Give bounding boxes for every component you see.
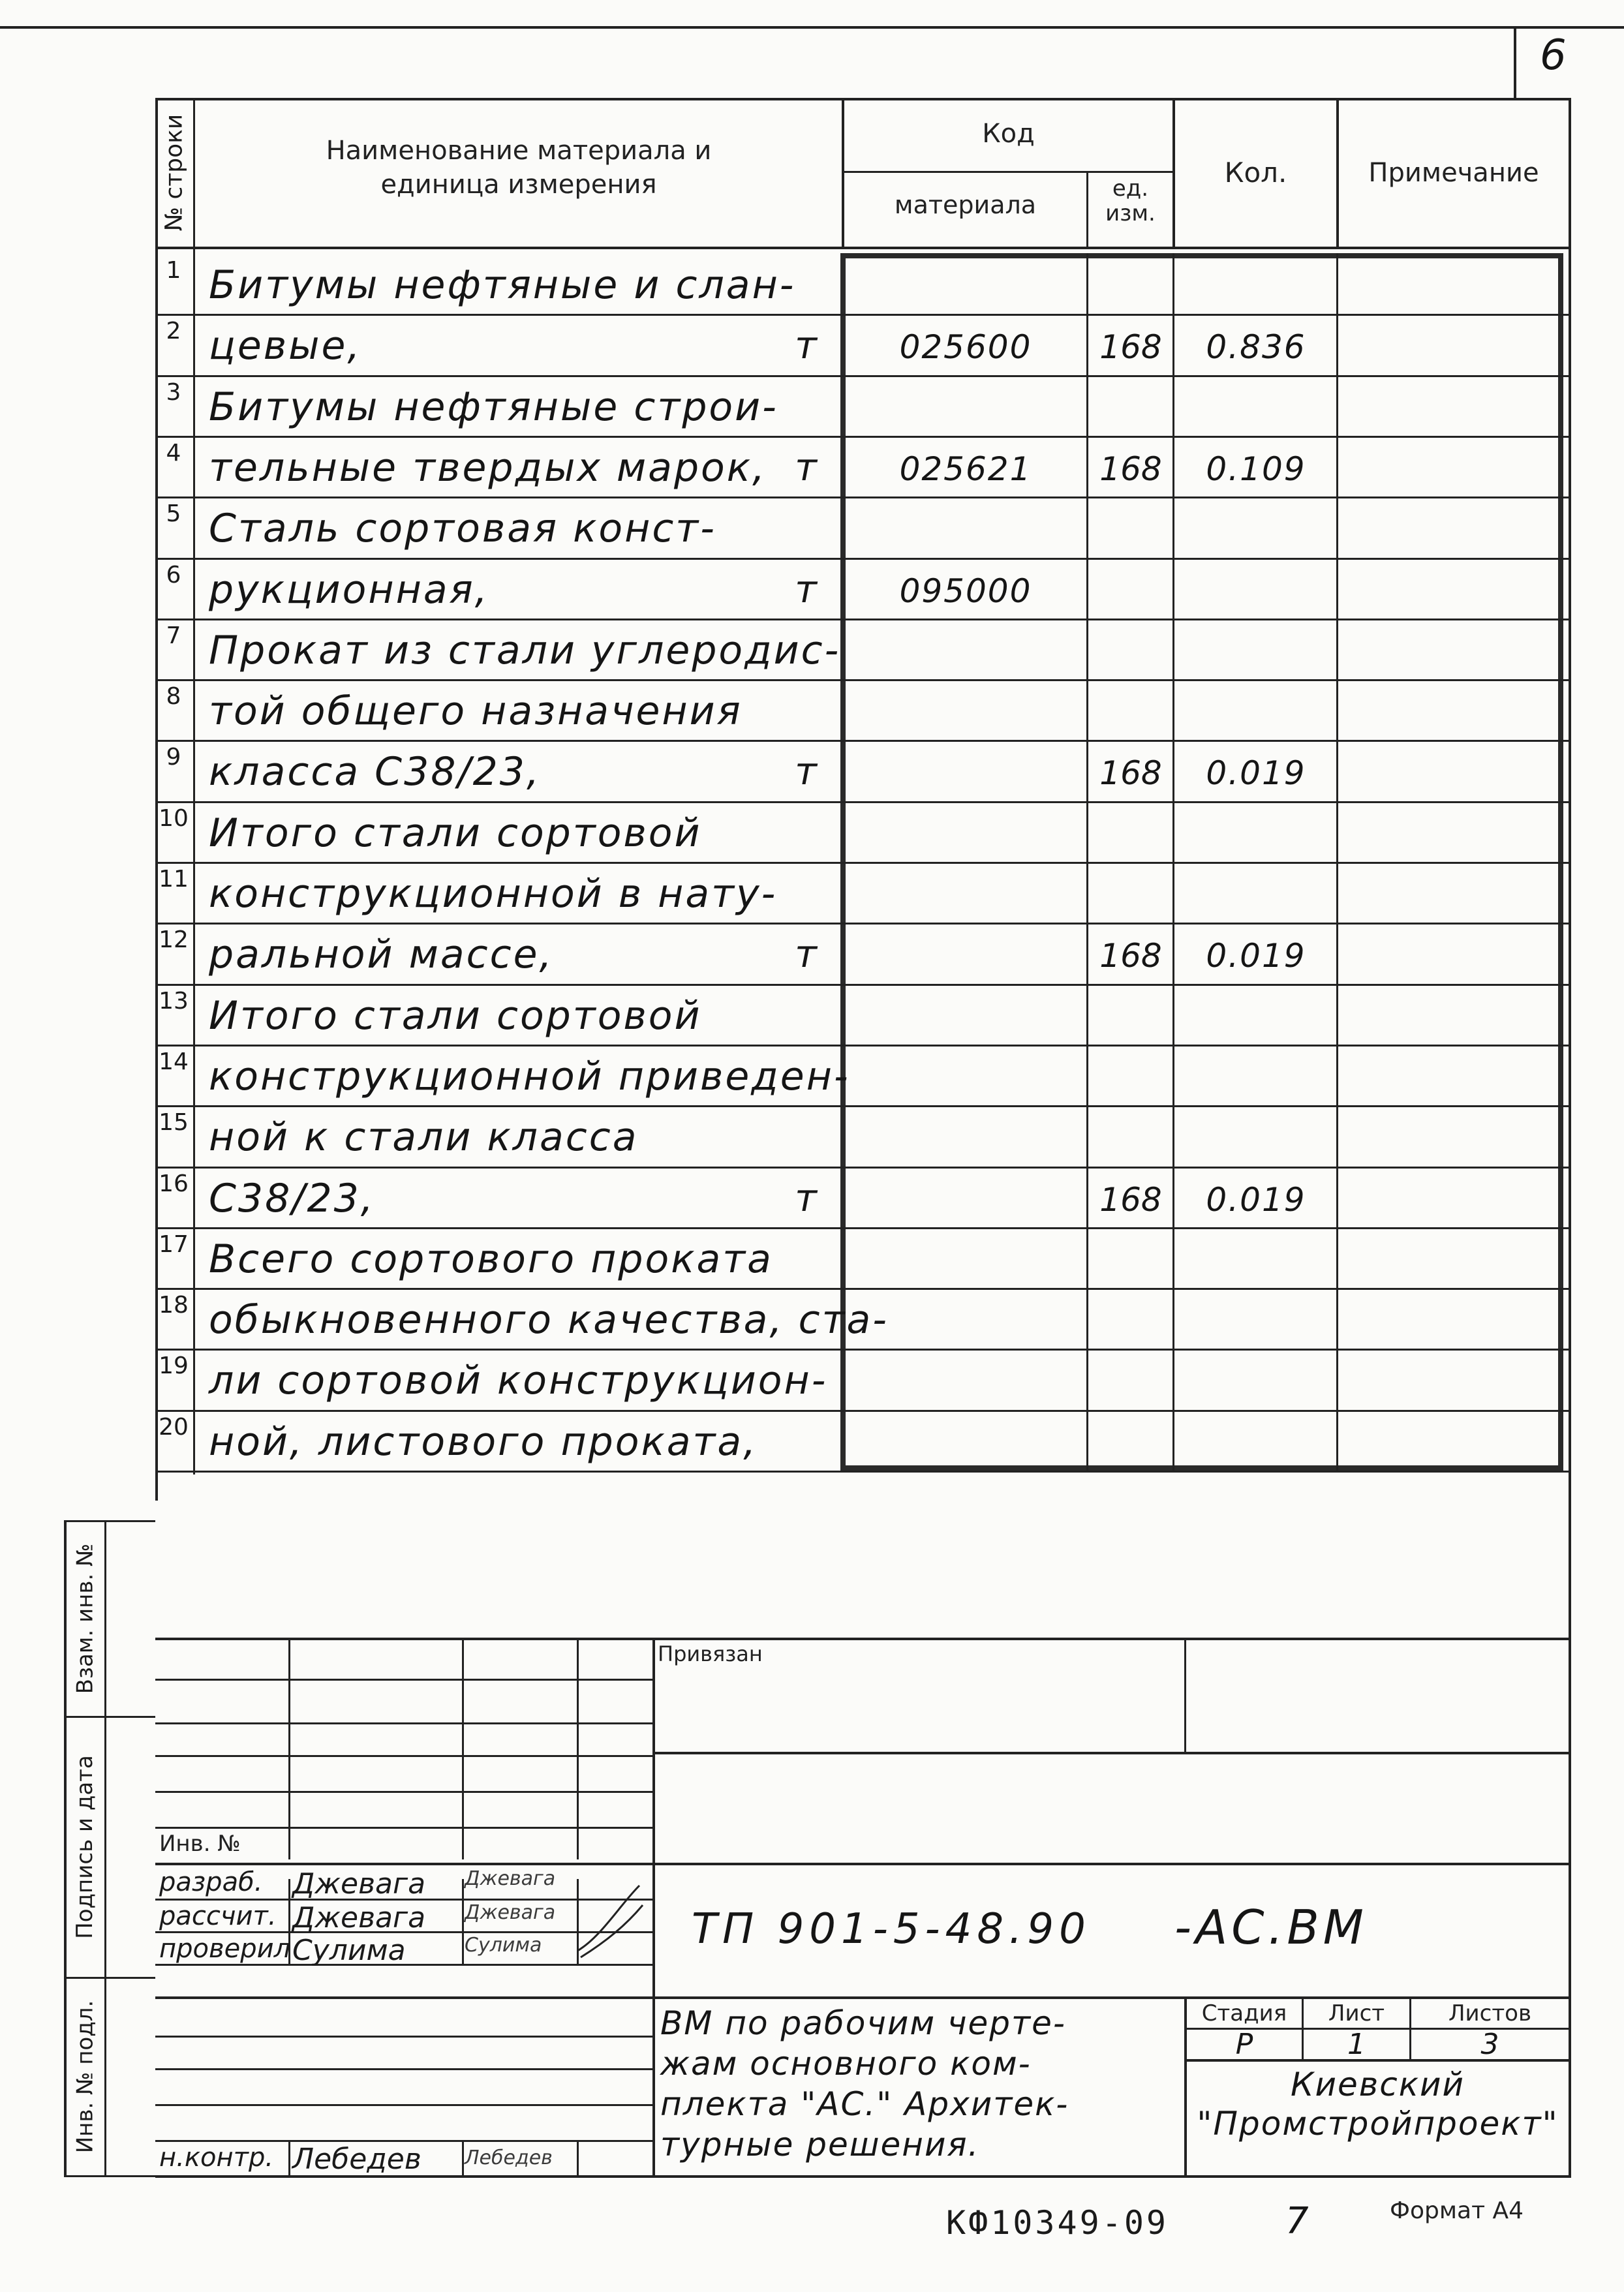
signature-developer: Джевага (465, 1867, 556, 1890)
row-material-code: 025621 (899, 450, 1032, 488)
row-material-name: Итого стали сортовой (209, 810, 702, 856)
archive-sheet: 7 (1285, 2200, 1309, 2242)
organization: Киевский "Промстройпроект" (1197, 2066, 1559, 2143)
stage-value: Р (1235, 2028, 1253, 2061)
note-header: Примечание (1368, 158, 1539, 188)
row-material-name: Битумы нефтяные строи- (209, 384, 778, 430)
row-unit-label: т (795, 445, 817, 489)
row-unit-code: 168 (1099, 450, 1162, 488)
document-description: ВМ по рабочим черте- жам основного ком- плекта "АС." Архитек- турные решения. (660, 2004, 1069, 2163)
signature-norm-control: Лебедев (465, 2147, 553, 2169)
row-divider (155, 1288, 1569, 1290)
name-norm-control: Лебедев (292, 2143, 421, 2176)
row-material-name: Прокат из стали углеродис- (209, 628, 841, 673)
row-material-code: 095000 (899, 572, 1032, 610)
row-number: 16 (159, 1170, 189, 1197)
row-divider (155, 1167, 1569, 1169)
row-divider (155, 984, 1569, 986)
unit-code-header: ед. изм. (1105, 176, 1156, 226)
row-material-name: Сталь сортовая конст- (209, 506, 716, 551)
row-material-name: Всего сортового проката (209, 1236, 773, 1282)
row-material-name: тельные твердых марок, (209, 445, 767, 491)
signature-calculator: Джевага (465, 1901, 556, 1924)
row-divider (155, 862, 1569, 864)
document-code: ТП 901-5-48.90 (692, 1905, 1091, 1953)
row-material-name: цевые, (209, 323, 362, 369)
row-unit-label: т (795, 749, 817, 793)
name-checker: Сулима (292, 1934, 406, 1967)
row-material-name: обыкновенного качества, ста- (209, 1297, 889, 1343)
page-number: 6 (1540, 31, 1567, 80)
row-divider (155, 740, 1569, 742)
row-number: 13 (159, 988, 189, 1015)
sheet-label: Лист (1328, 2000, 1385, 2026)
name-calculator: Джевага (292, 1901, 426, 1934)
row-number: 3 (166, 379, 181, 406)
row-divider (155, 1349, 1569, 1351)
row-material-code: 025600 (899, 328, 1032, 366)
row-material-name: Битумы нефтяные и слан- (209, 262, 796, 308)
row-unit-label: т (795, 567, 817, 611)
archive-code: КФ10349-09 (946, 2204, 1169, 2242)
sheets-label: Листов (1448, 2000, 1531, 2026)
row-number: 15 (159, 1109, 189, 1136)
stage-label: Стадия (1201, 2000, 1287, 2026)
row-material-name: С38/23, (209, 1176, 375, 1221)
row-number: 10 (159, 805, 189, 832)
row-unit-label: т (795, 932, 817, 976)
row-number: 1 (166, 257, 181, 284)
original-inventory-label: Инв. № подл. (72, 2000, 99, 2154)
page-number-box-edge (1514, 26, 1516, 98)
row-unit-code: 168 (1099, 754, 1162, 792)
row-divider (155, 314, 1569, 316)
row-unit-code: 168 (1099, 937, 1162, 975)
row-number: 9 (166, 744, 181, 771)
row-number-header: № строки (161, 114, 188, 231)
row-quantity: 0.019 (1206, 1181, 1306, 1219)
row-material-name: рукционная, (209, 567, 489, 613)
row-number: 5 (166, 500, 181, 527)
row-quantity: 0.019 (1206, 754, 1306, 792)
row-number: 14 (159, 1048, 189, 1075)
row-material-name: конструкционной приведен- (209, 1054, 850, 1099)
row-material-name: Итого стали сортовой (209, 993, 702, 1039)
row-unit-label: т (795, 323, 817, 367)
format-label: Формат А4 (1390, 2197, 1524, 2224)
row-divider (155, 679, 1569, 681)
row-divider (155, 1410, 1569, 1412)
row-material-name: ли сортовой конструкцион- (209, 1358, 828, 1403)
row-number: 20 (159, 1414, 189, 1441)
code-header: Код (982, 119, 1035, 149)
row-number: 18 (159, 1292, 189, 1319)
row-material-name: ральной массе, (209, 932, 554, 977)
row-number: 11 (159, 866, 189, 893)
replace-inventory-label: Взам. инв. № (72, 1543, 99, 1694)
top-border (0, 26, 1624, 29)
row-number: 4 (166, 440, 181, 466)
row-unit-code: 168 (1099, 328, 1162, 366)
row-material-name: класса С38/23, (209, 749, 542, 795)
name-header: Наименование материала и единица измерения (326, 136, 712, 200)
row-number: 17 (159, 1231, 189, 1258)
row-number: 2 (166, 318, 181, 344)
row-divider (155, 1227, 1569, 1229)
name-developer: Джевага (292, 1867, 426, 1901)
row-number: 7 (166, 622, 181, 649)
row-material-name: той общего назначения (209, 688, 743, 734)
row-divider (155, 375, 1569, 377)
signature-flourish (574, 1879, 646, 1964)
row-number: 19 (159, 1352, 189, 1379)
row-number: 8 (166, 683, 181, 710)
row-material-name: конструкционной в нату- (209, 871, 778, 917)
material-code-header: материала (894, 191, 1037, 219)
document-suffix: -АС.ВМ (1174, 1900, 1368, 1955)
row-quantity: 0.019 (1206, 937, 1306, 975)
role-developer: разраб. (159, 1867, 263, 1897)
role-norm-control: н.контр. (159, 2143, 274, 2173)
privyazan-label: Привязан (658, 1642, 763, 1666)
sheets-value: 3 (1480, 2028, 1499, 2061)
row-divider (155, 1105, 1569, 1107)
row-divider (155, 1471, 1569, 1473)
row-number: 6 (166, 562, 181, 588)
row-divider (155, 558, 1569, 560)
role-checker: проверил (159, 1934, 291, 1964)
row-divider (155, 497, 1569, 498)
row-number: 12 (159, 926, 189, 953)
role-calculator: рассчит. (159, 1901, 277, 1931)
row-quantity: 0.836 (1206, 328, 1306, 366)
row-divider (155, 923, 1569, 924)
row-divider (155, 801, 1569, 803)
signature-date-label: Подпись и дата (72, 1755, 99, 1939)
row-material-name: ной, листового проката, (209, 1419, 758, 1465)
row-divider (155, 619, 1569, 620)
row-material-name: ной к стали класса (209, 1114, 639, 1160)
row-divider (155, 436, 1569, 438)
signature-checker: Сулима (465, 1934, 542, 1957)
quantity-header: Кол. (1224, 157, 1287, 189)
row-divider (155, 1045, 1569, 1047)
inventory-number-label: Инв. № (159, 1831, 241, 1857)
row-quantity: 0.109 (1206, 450, 1306, 488)
row-unit-label: т (795, 1176, 817, 1220)
row-unit-code: 168 (1099, 1181, 1162, 1219)
sheet-value: 1 (1347, 2028, 1366, 2061)
